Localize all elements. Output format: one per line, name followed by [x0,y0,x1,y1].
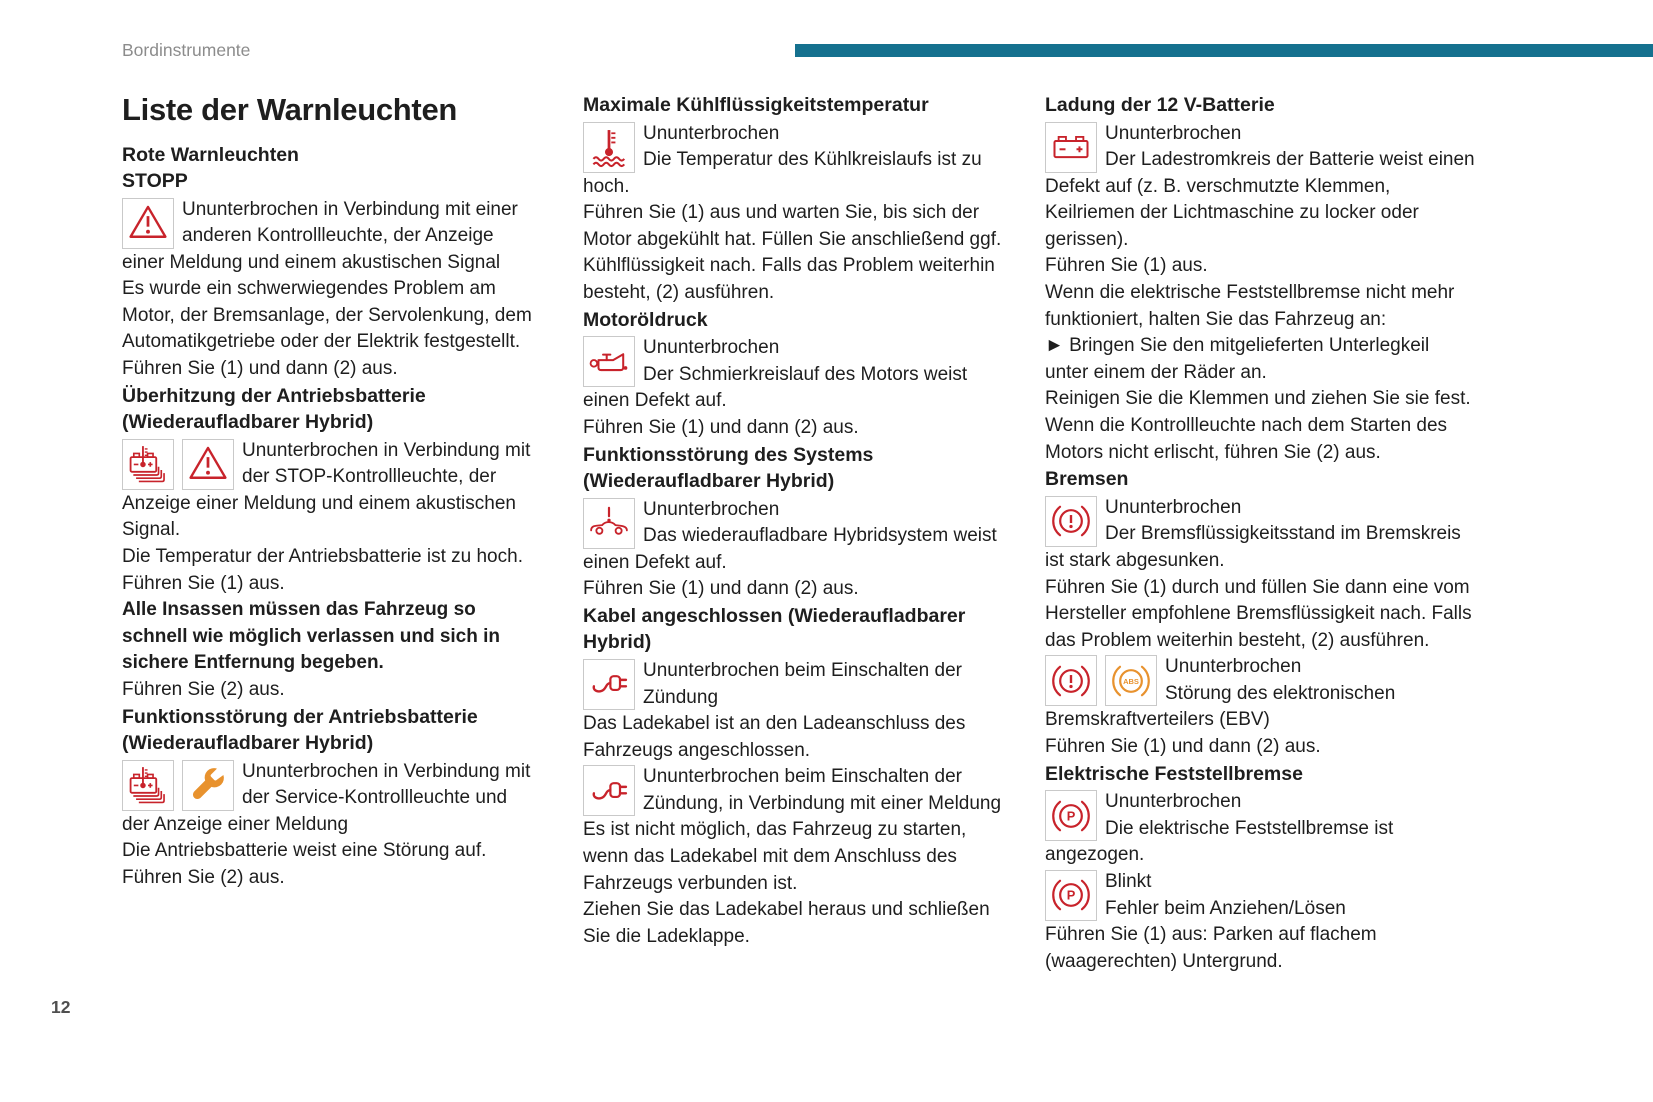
column-1 [122,92,534,892]
warning-section [122,168,534,383]
column-3 [1045,92,1476,975]
body-text: Führen Sie (2) aus. [122,679,285,700]
body-text: Es wurde ein schwerwiegendes Problem am Motor, der Bremsanlage, der Servolenkung, dem Automatikgetriebe oder der Elektrik festgestellt. [122,278,532,353]
warning-icon-box [1045,496,1097,547]
warning-entry [122,197,534,277]
section-heading: Kabel angeschlossen (Wiederaufladbarer Hybrid) [583,604,966,654]
body-text: Störung des elektronischen Bremskraftverteilers (EBV) [1045,682,1396,731]
warning-entry [122,438,534,544]
page-subtitle: Rote Warnleuchten [122,144,299,166]
warning-icon-box [583,765,635,816]
running-header-title: Bordinstrumente [122,40,251,60]
page-title: Liste der Warnleuchten [122,92,458,127]
page-content [122,92,1476,975]
warning-entry [1045,869,1476,975]
wrench-service-icon [186,763,230,807]
battery-charge-icon [1049,125,1093,169]
parking-brake-icon [1049,794,1093,838]
warning-icon-box [1105,655,1157,706]
body-text: Ununterbrochen in Verbindung mit einer anderen Kontrollleuchte, der Anzeige einer Meldung und einem akustischen Signal [122,198,518,273]
warning-entry [583,658,1009,764]
section-heading: Funktionsstörung des Systems (Wiederaufladbarer Hybrid) [583,443,874,493]
warning-icon-box [583,122,635,173]
body-text: Ununterbrochen [643,122,780,144]
body-text: Führen Sie (1) durch und füllen Sie dann eine vom Hersteller empfohlene Bremsflüssigkeit nach. Falls das Problem weiterhin besteht, (2) ausführen. [1045,576,1472,651]
charging-cable-icon [587,662,631,706]
warning-section [583,442,1009,603]
body-text: Reinigen Sie die Klemmen und ziehen Sie sie fest. [1045,388,1471,410]
body-text: Führen Sie (1) aus. [122,572,285,594]
brake-warning-icon [1049,499,1093,543]
body-text: Ununterbrochen [1105,496,1242,518]
warning-icon-box [583,659,635,710]
body-text: Die Temperatur des Kühlkreislaufs ist zu hoch. [583,149,982,197]
body-text-bold: Alle Insassen müssen das Fahrzeug so schnell wie möglich verlassen und sich in sichere Entfernung begeben. [122,599,501,674]
warning-section [122,383,534,704]
warning-entry [583,121,1009,201]
charging-cable-icon [587,769,631,813]
abs-icon [1109,659,1153,703]
section-heading: Funktionsstörung der Antriebsbatterie (Wiederaufladbarer Hybrid) [122,705,478,755]
body-text: Das Ladekabel ist an den Ladeanschluss des Fahrzeugs angeschlossen. [583,713,966,761]
body-text: Fehler beim Anziehen/Lösen [1105,897,1346,919]
coolant-temperature-icon [587,125,631,169]
page-number: 12 [51,997,71,1017]
body-text: Ununterbrochen beim Einschalten der Zündung [643,659,962,708]
warning-entry [1045,789,1476,869]
warning-icon-box [583,498,635,549]
section-heading: Ladung der 12 V-Batterie [1045,94,1275,116]
body-text: Ununterbrochen in Verbindung mit der Service-Kontrollleuchte und der Anzeige einer Meldung [122,760,531,835]
body-text: Die elektrische Feststellbremse ist angezogen. [1045,817,1394,866]
body-text: Der Bremsflüssigkeitsstand im Bremskreis ist stark abgesunken. [1045,523,1461,571]
warning-icon-box [122,198,174,249]
brake-warning-icon [1049,659,1093,703]
warning-section [583,92,1009,307]
body-text: Das wiederaufladbare Hybridsystem weist einen Defekt auf. [583,525,997,573]
body-text: Es ist nicht möglich, das Fahrzeug zu starten, wenn das Ladekabel mit dem Anschluss des Fahrzeugs verbunden ist. [583,819,967,894]
warning-icon-box [583,336,635,387]
warning-section [1045,466,1476,760]
warning-section [1045,92,1476,466]
hybrid-system-fault-icon [587,501,631,545]
section-heading: Überhitzung der Antriebsbatterie (Wiederaufladbarer Hybrid) [122,384,426,434]
body-text: Der Ladestromkreis der Batterie weist einen Defekt auf (z. B. verschmutzte Klemmen, Keilriemen der Lichtmaschine zu locker oder gerissen). [1045,149,1475,250]
warning-section [1045,761,1476,976]
warning-entry [583,497,1009,577]
warning-icon-box [1045,870,1097,921]
body-text: Führen Sie (1) und dann (2) aus. [583,578,859,600]
section-heading: Elektrische Feststellbremse [1045,762,1303,785]
body-text: Ziehen Sie das Ladekabel heraus und schließen Sie die Ladeklappe. [583,899,990,947]
body-text: Führen Sie (2) aus. [122,866,285,888]
body-text-instruction: ► Bringen Sie den mitgelieferten Unterlegkeil unter einem der Räder an. [1045,335,1430,383]
section-heading: Motoröldruck [583,308,708,331]
body-text: Führen Sie (1) und dann (2) aus. [1045,736,1321,758]
body-text: Die Temperatur der Antriebsbatterie ist zu hoch. [122,546,523,568]
column-2 [583,92,1009,950]
battery-temperature-icon [126,442,170,486]
warning-triangle-icon [186,442,230,486]
body-text: Wenn die elektrische Feststellbremse nicht mehr funktioniert, halten Sie das Fahrzeug an: [1045,282,1455,330]
body-text: Die Antriebsbatterie weist eine Störung auf. [122,840,487,862]
warning-icon-box [1045,655,1097,706]
section-heading: Bremsen [1045,468,1129,491]
warning-icon-box [182,439,234,490]
body-text: Führen Sie (1) aus. [1045,255,1208,277]
body-text: Führen Sie (1) aus: Parken auf flachem (waagerechten) Untergrund. [1045,924,1377,972]
warning-triangle-icon [126,201,170,245]
body-text: Der Schmierkreislauf des Motors weist einen Defekt auf. [583,363,968,412]
warning-entry [1045,495,1476,655]
body-text: Wenn die Kontrollleuchte nach dem Starten des Motors nicht erlischt, führen Sie (2) aus. [1045,415,1448,463]
body-text: Ununterbrochen [1105,122,1242,144]
body-text: Ununterbrochen [1105,791,1242,813]
section-heading: STOPP [122,170,188,192]
warning-icon-box [1045,790,1097,841]
warning-icon-box [182,760,234,811]
warning-section [583,603,1009,951]
warning-entry [122,759,534,839]
warning-entry [583,335,1009,415]
body-text: Führen Sie (1) aus und warten Sie, bis sich der Motor abgekühlt hat. Füllen Sie anschließend ggf. Kühlflüssigkeit nach. Falls das Problem weiterhin besteht, (2) ausführen. [583,202,1002,304]
oil-pressure-icon [587,340,631,384]
warning-icon-box [122,439,174,490]
warning-entry [583,764,1009,950]
warning-icon-box [122,760,174,811]
battery-temperature-icon [126,763,170,807]
body-text: Blinkt [1105,870,1152,892]
body-text: Ununterbrochen [643,498,780,520]
warning-icon-box [1045,122,1097,173]
warning-section [122,704,534,892]
body-text: Ununterbrochen [1165,656,1302,678]
body-text: Führen Sie (1) und dann (2) aus. [122,358,398,380]
warning-entry [1045,654,1476,760]
header-accent-bar [795,44,1653,57]
body-text: Ununterbrochen [643,337,780,359]
section-heading: Maximale Kühlflüssigkeitstemperatur [583,94,929,116]
body-text: Führen Sie (1) und dann (2) aus. [583,416,859,438]
body-text: Ununterbrochen in Verbindung mit der STOP-Kontrollleuchte, der Anzeige einer Meldung und einem akustischen Signal. [122,439,531,541]
parking-brake-icon [1049,873,1093,917]
body-text: Ununterbrochen beim Einschalten der Zündung, in Verbindung mit einer Meldung [643,766,1002,814]
warning-entry [1045,121,1476,467]
warning-section [583,307,1009,442]
